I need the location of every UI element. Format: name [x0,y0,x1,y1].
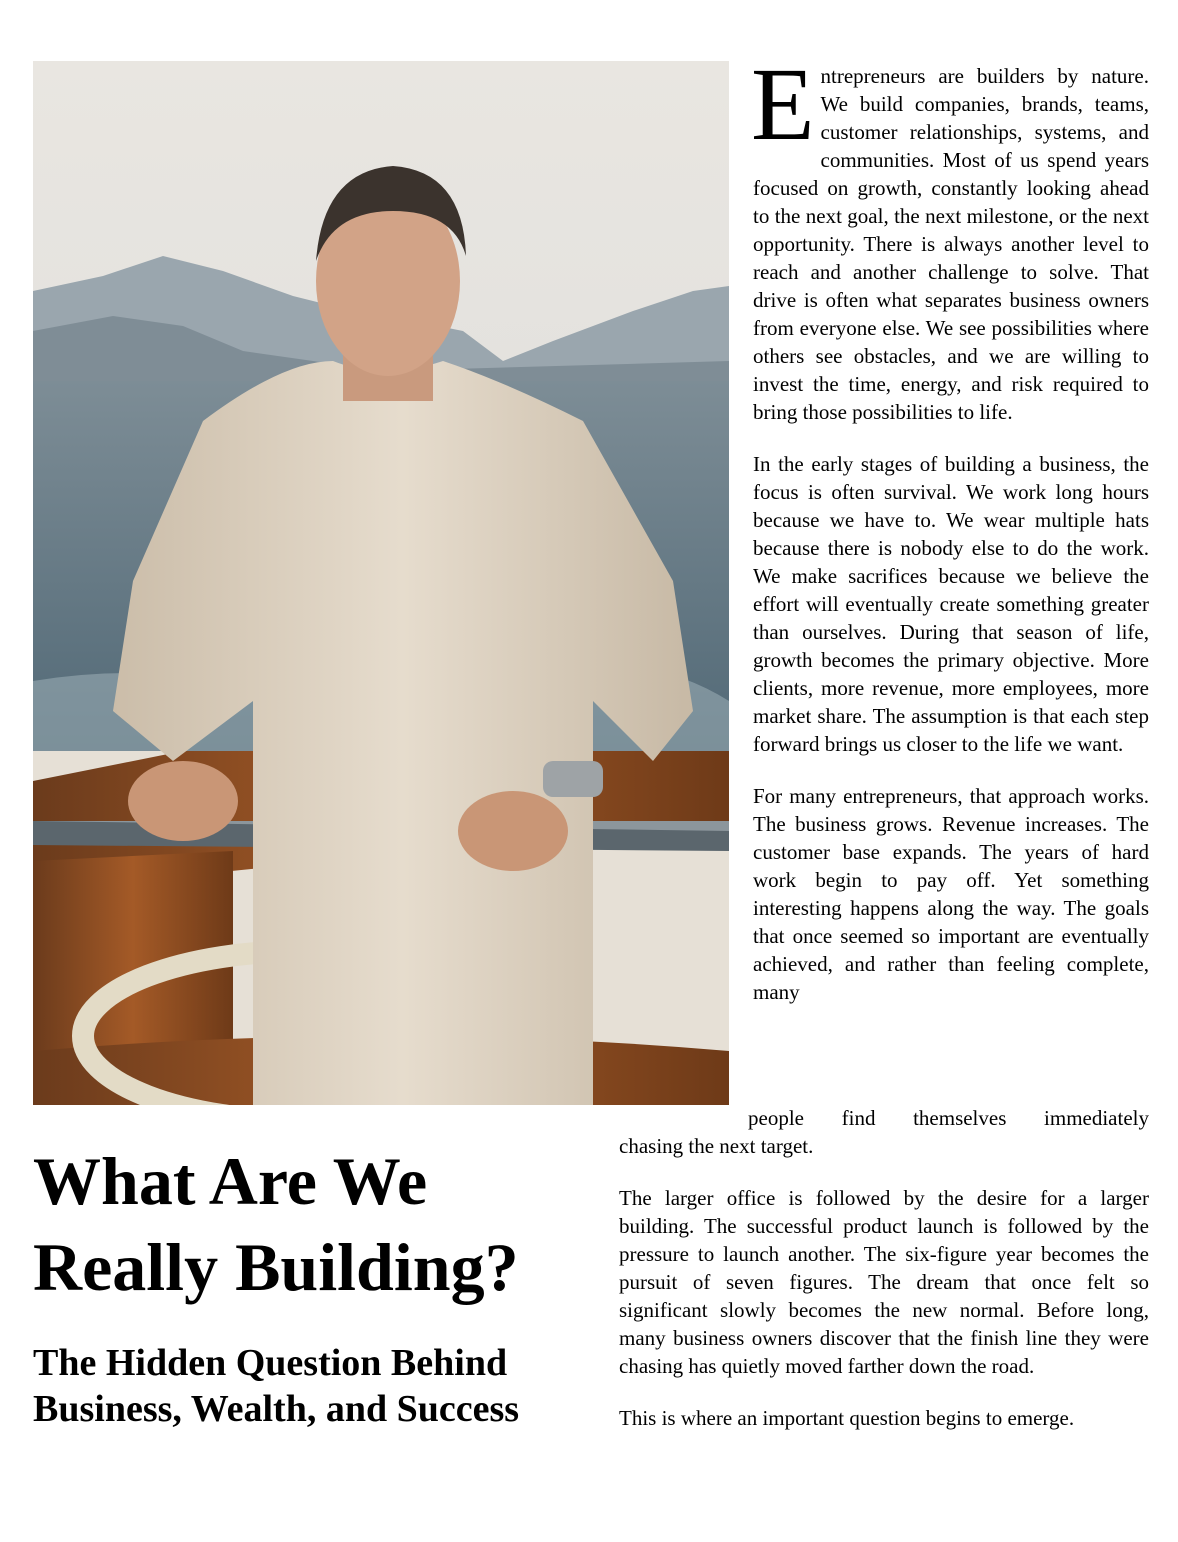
paragraph-1 [751,47,1149,426]
hero-photo [33,61,729,1105]
page-subtitle: The Hidden Question Behind Business, Wealth, and Success [33,1342,520,1430]
paragraph-3-continued [619,1104,1149,1160]
page-title: What Are We Really Building? [33,1143,519,1305]
paragraph-3-wrap-line: people find themselves immediately [748,1106,1149,1130]
paragraph-2: In the early stages of building a business, the focus is often survival. We work long hours because we have to. We wear multiple hats because there is nobody else to do the work. We make sacrifices because we believe the effort will eventually create something greater than ourselves. During that season of life, growth becomes the primary objective. More clients, more revenue, more employees, more market share. The assumption is that each step forward brings us closer to the life we want. [753,452,1149,756]
man-steering-boat-photo-icon [33,61,729,1105]
paragraph-1-text: ntrepreneurs are builders by nature. We build companies, brands, teams, customer relationships, systems, and communities. Most of us spend years focused on growth, constantly looking ahead to the next goal, the next milestone, or the next opportunity. There is always another level to reach and another challenge to solve. That drive is often what separates business owners from everyone else. We see possibilities where others see obstacles, and we are willing to invest the time, energy, and risk required to bring those possibilities to life. [753,64,1149,424]
paragraph-3-end: chasing the next target. [619,1134,814,1158]
paragraph-4: The larger office is followed by the desire for a larger building. The successful product launch is followed by the pressure to launch another. The six-figure year becomes the pursuit of seven figures. The dream that once felt so significant slowly becomes the new normal. Before long, many business owners discover that the finish line they were chasing has quietly moved farther down the road. [619,1186,1149,1378]
article-column-right [751,47,1149,1006]
drop-cap: E [751,47,815,162]
paragraph-5: This is where an important question begins to emerge. [619,1406,1075,1430]
article-column-wide [619,1106,1149,1456]
paragraph-3: For many entrepreneurs, that approach works. The business grows. Revenue increases. The customer base expands. The years of hard work begin to pay off. Yet something interesting happens along the way. The goals that once seemed so important are eventually achieved, and rather than feeling complete, many [753,784,1149,1004]
